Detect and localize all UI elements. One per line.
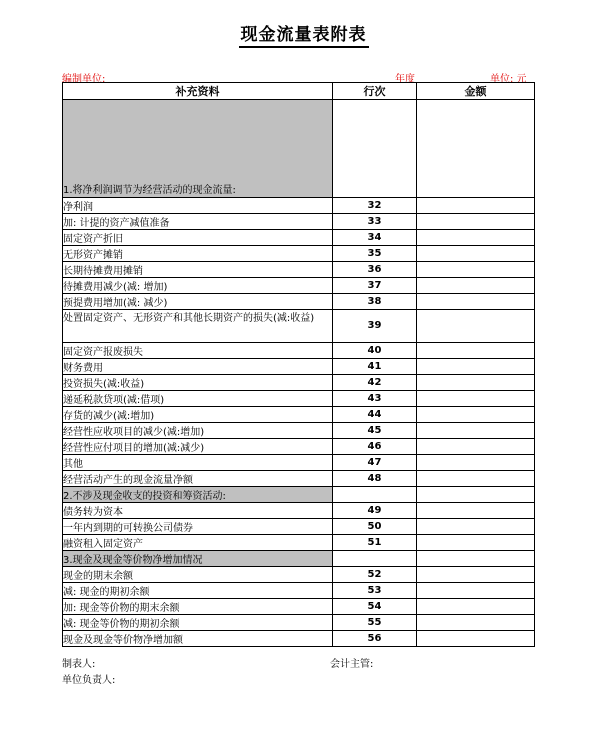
table-row bbox=[63, 230, 535, 246]
row-line-number: 49 bbox=[333, 503, 417, 519]
row-label: 债务转为资本 bbox=[63, 503, 333, 519]
table-row bbox=[63, 375, 535, 391]
table-row bbox=[63, 583, 535, 599]
table-row bbox=[63, 262, 535, 278]
row-label: 一年内到期的可转换公司债券 bbox=[63, 519, 333, 535]
row-label: 1.将净利润调节为经营活动的现金流量: bbox=[63, 100, 333, 198]
row-amount-cell[interactable] bbox=[417, 583, 535, 599]
row-amount-cell[interactable] bbox=[417, 391, 535, 407]
unit-head-label: 单位负责人: bbox=[62, 675, 116, 686]
table-row bbox=[63, 343, 535, 359]
table-row bbox=[63, 519, 535, 535]
row-amount-cell[interactable] bbox=[417, 599, 535, 615]
row-amount-cell[interactable] bbox=[417, 535, 535, 551]
row-label: 3.现金及现金等价物净增加情况 bbox=[63, 551, 333, 567]
row-label: 无形资产摊销 bbox=[63, 246, 333, 262]
row-line-number: 35 bbox=[333, 246, 417, 262]
row-line-number: 50 bbox=[333, 519, 417, 535]
table-row bbox=[63, 455, 535, 471]
row-amount-cell[interactable] bbox=[417, 471, 535, 487]
row-amount-cell[interactable] bbox=[417, 198, 535, 214]
table-row bbox=[63, 551, 535, 567]
row-line-number: 53 bbox=[333, 583, 417, 599]
row-line-number: 37 bbox=[333, 278, 417, 294]
preparer-label: 制表人: bbox=[62, 659, 96, 670]
row-line-number: 39 bbox=[333, 310, 417, 343]
row-line-number: 40 bbox=[333, 343, 417, 359]
table-row bbox=[63, 294, 535, 310]
column-header-desc: 补充资料 bbox=[63, 83, 333, 100]
row-label: 其他 bbox=[63, 455, 333, 471]
row-amount-cell[interactable] bbox=[417, 455, 535, 471]
row-line-number: 56 bbox=[333, 631, 417, 647]
row-amount-cell[interactable] bbox=[417, 375, 535, 391]
table-row bbox=[63, 423, 535, 439]
cash-flow-supplement-table bbox=[62, 82, 535, 647]
row-amount-cell[interactable] bbox=[417, 359, 535, 375]
row-line-number: 38 bbox=[333, 294, 417, 310]
row-label: 经营性应付项目的增加(减:减少) bbox=[63, 439, 333, 455]
table-body bbox=[63, 100, 535, 647]
row-label: 经营性应收项目的减少(减:增加) bbox=[63, 423, 333, 439]
currency-label: 单位: 元 bbox=[490, 74, 527, 85]
table-row bbox=[63, 198, 535, 214]
table-row bbox=[63, 503, 535, 519]
row-line-number: 32 bbox=[333, 198, 417, 214]
row-label: 固定资产折旧 bbox=[63, 230, 333, 246]
row-amount-cell[interactable] bbox=[417, 214, 535, 230]
row-label: 减: 现金等价物的期初余额 bbox=[63, 615, 333, 631]
row-line-number: 34 bbox=[333, 230, 417, 246]
row-label: 现金及现金等价物净增加额 bbox=[63, 631, 333, 647]
row-amount-cell[interactable] bbox=[417, 567, 535, 583]
table-row bbox=[63, 310, 535, 343]
row-label: 融资租入固定资产 bbox=[63, 535, 333, 551]
table-row bbox=[63, 407, 535, 423]
row-amount-cell[interactable] bbox=[417, 551, 535, 567]
row-label: 长期待摊费用摊销 bbox=[63, 262, 333, 278]
row-line-number: 48 bbox=[333, 471, 417, 487]
row-line-number: 43 bbox=[333, 391, 417, 407]
row-line-number: 51 bbox=[333, 535, 417, 551]
row-amount-cell[interactable] bbox=[417, 262, 535, 278]
row-line-number bbox=[333, 551, 417, 567]
row-label: 存货的减少(减:增加) bbox=[63, 407, 333, 423]
row-amount-cell[interactable] bbox=[417, 294, 535, 310]
row-amount-cell[interactable] bbox=[417, 487, 535, 503]
header-row bbox=[63, 83, 535, 100]
row-line-number: 54 bbox=[333, 599, 417, 615]
row-line-number: 33 bbox=[333, 214, 417, 230]
row-label: 固定资产报废损失 bbox=[63, 343, 333, 359]
table-row bbox=[63, 391, 535, 407]
table-row bbox=[63, 567, 535, 583]
table-row bbox=[63, 214, 535, 230]
row-label: 财务费用 bbox=[63, 359, 333, 375]
row-amount-cell[interactable] bbox=[417, 230, 535, 246]
row-label: 2.不涉及现金收支的投资和筹资活动: bbox=[63, 487, 333, 503]
row-line-number: 45 bbox=[333, 423, 417, 439]
table-row bbox=[63, 100, 535, 198]
row-line-number: 44 bbox=[333, 407, 417, 423]
row-line-number: 47 bbox=[333, 455, 417, 471]
row-label: 现金的期末余额 bbox=[63, 567, 333, 583]
row-label: 待摊费用减少(减: 增加) bbox=[63, 278, 333, 294]
unit-label: 编制单位: bbox=[62, 74, 106, 85]
row-amount-cell[interactable] bbox=[417, 278, 535, 294]
row-line-number: 42 bbox=[333, 375, 417, 391]
row-line-number bbox=[333, 487, 417, 503]
row-amount-cell[interactable] bbox=[417, 246, 535, 262]
row-label: 预提费用增加(减: 减少) bbox=[63, 294, 333, 310]
table-row bbox=[63, 359, 535, 375]
row-amount-cell[interactable] bbox=[417, 310, 535, 343]
row-label: 减: 现金的期初余额 bbox=[63, 583, 333, 599]
page-title-text: 现金流量表附表 bbox=[239, 25, 369, 48]
row-amount-cell[interactable] bbox=[417, 407, 535, 423]
row-label: 递延税款贷项(减:借项) bbox=[63, 391, 333, 407]
row-label: 投资损失(减:收益) bbox=[63, 375, 333, 391]
column-header-amount: 金额 bbox=[417, 83, 535, 100]
row-amount-cell[interactable] bbox=[417, 423, 535, 439]
row-amount-cell[interactable] bbox=[417, 439, 535, 455]
row-line-number: 41 bbox=[333, 359, 417, 375]
table-row bbox=[63, 471, 535, 487]
row-line-number: 36 bbox=[333, 262, 417, 278]
row-amount-cell[interactable] bbox=[417, 631, 535, 647]
table-row bbox=[63, 278, 535, 294]
table-row bbox=[63, 246, 535, 262]
table-row bbox=[63, 631, 535, 647]
row-label: 加: 现金等价物的期末余额 bbox=[63, 599, 333, 615]
row-label: 加: 计提的资产减值准备 bbox=[63, 214, 333, 230]
table-row bbox=[63, 599, 535, 615]
row-line-number bbox=[333, 100, 417, 198]
accountant-label: 会计主管: bbox=[330, 659, 374, 670]
year-label: 年度 bbox=[395, 74, 415, 85]
column-header-line: 行次 bbox=[333, 83, 417, 100]
row-label: 经营活动产生的现金流量净额 bbox=[63, 471, 333, 487]
row-amount-cell[interactable] bbox=[417, 343, 535, 359]
table-row bbox=[63, 439, 535, 455]
table-row bbox=[63, 615, 535, 631]
table-row bbox=[63, 535, 535, 551]
row-line-number: 52 bbox=[333, 567, 417, 583]
row-line-number: 55 bbox=[333, 615, 417, 631]
table-row bbox=[63, 487, 535, 503]
row-amount-cell[interactable] bbox=[417, 615, 535, 631]
row-line-number: 46 bbox=[333, 439, 417, 455]
row-amount-cell[interactable] bbox=[417, 503, 535, 519]
page-title bbox=[0, 20, 607, 45]
row-amount-cell[interactable] bbox=[417, 100, 535, 198]
row-amount-cell[interactable] bbox=[417, 519, 535, 535]
row-label: 处置固定资产、无形资产和其他长期资产的损失(减:收益) bbox=[63, 310, 333, 343]
row-label: 净利润 bbox=[63, 198, 333, 214]
